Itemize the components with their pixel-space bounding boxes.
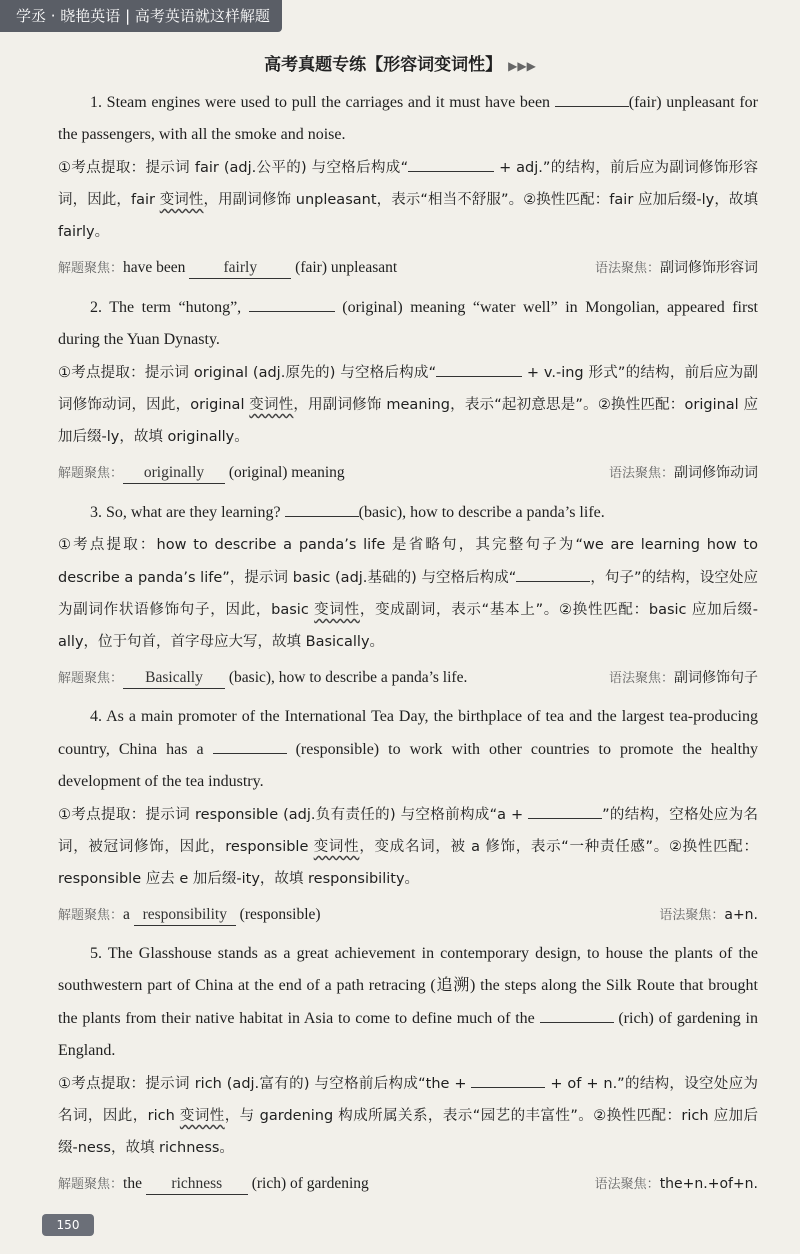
analysis-blank bbox=[471, 1067, 545, 1088]
arrow-icon: ▶▶▶ bbox=[508, 59, 536, 73]
answer-line: 解题聚焦：the richness (rich) of gardening 语法聚焦：the+n.+of+n. bbox=[58, 1168, 758, 1201]
question-text: 3. So, what are they learning? (basic), how to describe a panda’s life. bbox=[58, 496, 758, 529]
analysis-text: ①考点提取：how to describe a panda’s life 是省略句，其完整句子为“we are learning how to describe a panda’s life”，提示词 basic (adj.基础的) 与空格后构成“ ，句子”的结构，设空处应为副词作状语修饰句子，因此，basic 变词性，变成副词，表示“基本上”。②换性匹配：basic 应加后缀-ally，位于句首，首字母应大写，故填 Basically。 bbox=[58, 537, 759, 650]
question-item bbox=[58, 86, 758, 285]
analysis-blank bbox=[408, 151, 494, 172]
answer-blank bbox=[213, 733, 287, 754]
header-text: 学丞 · 晓艳英语 | 高考英语就这样解题 bbox=[16, 7, 270, 25]
answer-line: 解题聚焦： Basically (basic), how to describe a panda’s life. 语法聚焦：副词修饰句子 bbox=[58, 662, 758, 695]
question-item bbox=[58, 291, 758, 490]
question-item bbox=[58, 701, 758, 932]
answer-blank bbox=[249, 291, 335, 312]
page-title: 高考真题专练【形容词变词性】 ▶▶▶ bbox=[264, 55, 536, 75]
filled-answer: Basically bbox=[123, 668, 225, 689]
question-text: 2. The term “hutong”, (original) meaning “water well” in Mongolian, appeared first during the Yuan Dynasty. bbox=[58, 291, 758, 356]
filled-answer: richness bbox=[146, 1174, 248, 1195]
analysis-blank bbox=[516, 561, 590, 582]
answer-line: 解题聚焦：a responsibility (responsible) 语法聚焦：a+n. bbox=[58, 899, 758, 932]
question-item bbox=[58, 938, 758, 1201]
content bbox=[58, 86, 758, 1207]
filled-answer: responsibility bbox=[134, 905, 236, 926]
question-item bbox=[58, 496, 758, 695]
filled-answer: originally bbox=[123, 463, 225, 484]
answer-blank bbox=[555, 86, 629, 107]
answer-blank bbox=[540, 1002, 614, 1023]
answer-line: 解题聚焦： originally (original) meaning 语法聚焦：副词修饰动词 bbox=[58, 457, 758, 490]
header-bar bbox=[0, 0, 282, 32]
page-number: 150 bbox=[42, 1214, 94, 1236]
question-text: 1. Steam engines were used to pull the carriages and it must have been (fair) unpleasant for the passengers, with all the smoke and noise. bbox=[58, 86, 758, 151]
question-text: 5. The Glasshouse stands as a great achievement in contemporary design, to house the plants of the southwestern part of China at the end of a path retracing (追溯) the steps along the Silk Route that brought the plants from their native habitat in Asia to come to define much of the (rich) of gardening in England. bbox=[58, 945, 758, 1059]
answer-blank bbox=[285, 496, 359, 517]
analysis-text: ①考点提取：提示词 responsible (adj.负有责任的) 与空格前构成“a + ”的结构，空格处应为名词，被冠词修饰，因此，responsible 变词性，变成名词，被 a 修饰，表示“一种责任感”。②换性匹配：responsible 应去 e 加后缀-ity，故填 responsibility。 bbox=[58, 798, 758, 895]
analysis-text: ①考点提取：提示词 original (adj.原先的) 与空格后构成“ + v.-ing 形式”的结构，前后应为副词修饰动词，因此，original 变词性，用副词修饰 meaning，表示“起初意思是”。②换性匹配：original 应加后缀-ly，故填 originally。 bbox=[58, 356, 758, 453]
question-text: 4. As a main promoter of the International Tea Day, the birthplace of tea and the largest tea-producing country, China has a (responsible) to work with other countries to promote the healthy development of the tea industry. bbox=[58, 708, 759, 790]
analysis-text: ①考点提取：提示词 fair (adj.公平的) 与空格后构成“ + adj.”的结构，前后应为副词修饰形容词，因此，fair 变词性，用副词修饰 unpleasant，表示“相当不舒服”。②换性匹配：fair 应加后缀-ly，故填 fairly。 bbox=[58, 151, 758, 248]
analysis-blank bbox=[436, 356, 522, 377]
analysis-blank bbox=[528, 798, 602, 819]
analysis-text: ①考点提取：提示词 rich (adj.富有的) 与空格前后构成“the + + of + n.”的结构，设空处应为名词，因此，rich 变词性，与 gardening 构成所属关系，表示“园艺的丰富性”。②换性匹配：rich 应加后缀-ness，故填 richness。 bbox=[58, 1067, 758, 1164]
filled-answer: fairly bbox=[189, 258, 291, 279]
answer-line: 解题聚焦：have been fairly (fair) unpleasant 语法聚焦：副词修饰形容词 bbox=[58, 252, 758, 285]
